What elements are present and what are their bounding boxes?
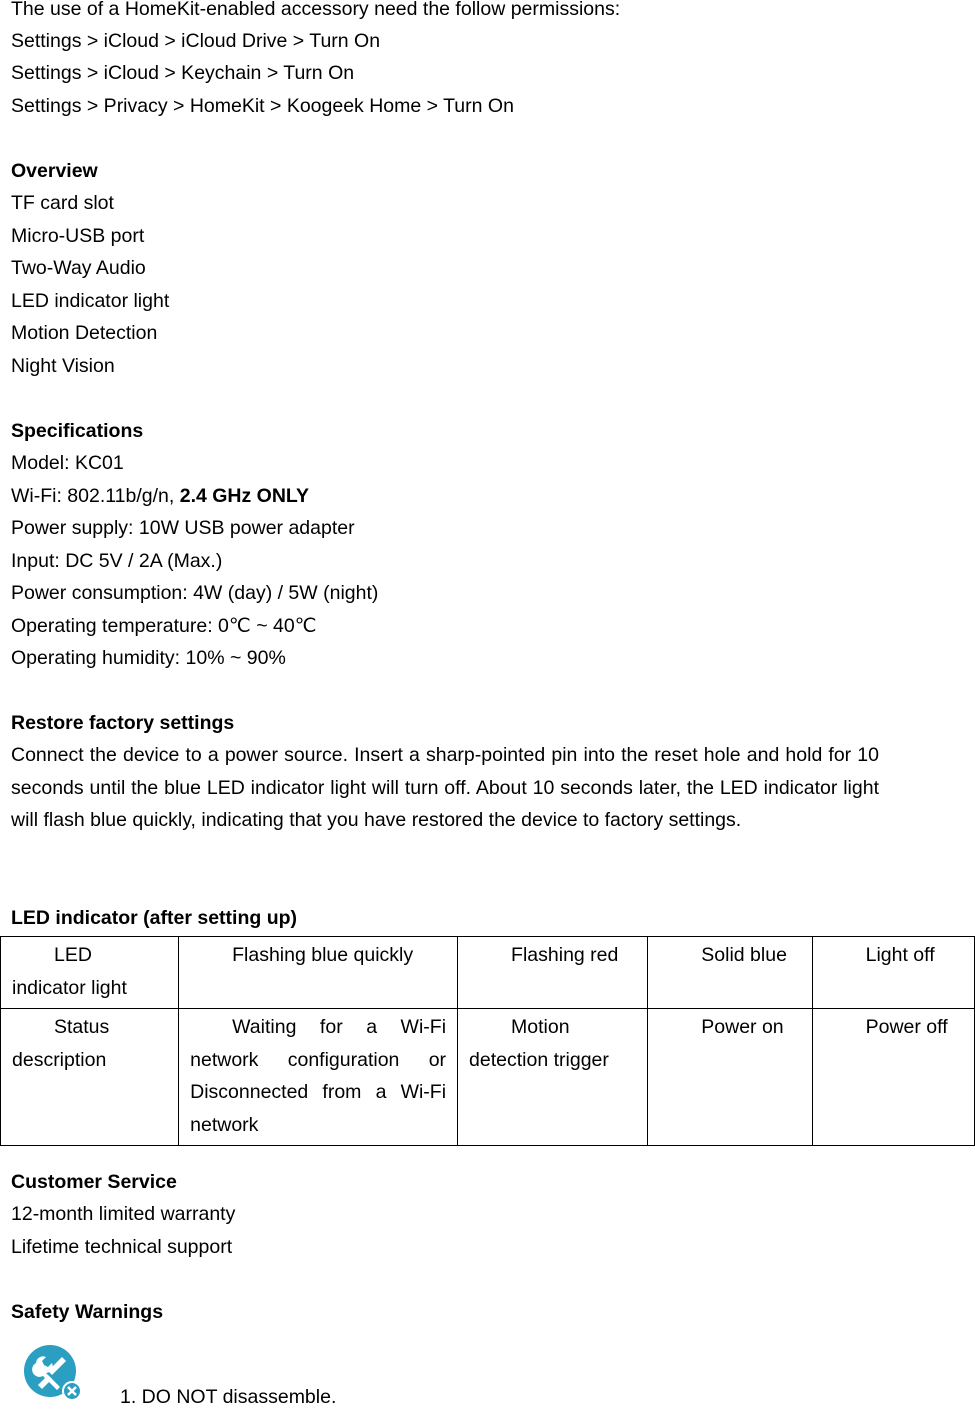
spec-input: Input: DC 5V / 2A (Max.) <box>11 550 223 572</box>
overview-item: LED indicator light <box>11 290 170 312</box>
safety-heading: Safety Warnings <box>11 1301 164 1323</box>
overview-item: Night Vision <box>11 355 115 377</box>
intro-line: The use of a HomeKit-enabled accessory need the follow permissions: <box>11 0 621 20</box>
spec-wifi-band: 2.4 GHz ONLY <box>179 485 310 507</box>
table-cell: Status description <box>1 1009 179 1146</box>
intro-line: Settings > iCloud > Keychain > Turn On <box>11 62 355 84</box>
spec-wifi-standard: Wi-Fi: 802.11b/g/n, <box>11 485 180 507</box>
restore-paragraph: Connect the device to a power source. Insert a sharp-pointed pin into the reset hole and hold for 10 seconds until the blue LED indicator light will turn off. About 10 seconds later, the LED indicator light will flash blue quickly, indicating that you have restored the device to factory settings. <box>11 744 879 831</box>
service-item: 12-month limited warranty <box>11 1203 236 1225</box>
table-cell: Power off <box>812 1009 974 1146</box>
disassemble-warning-icon <box>22 1343 84 1405</box>
spec-wifi <box>11 484 309 508</box>
table-cell: Solid blue <box>648 937 812 1009</box>
customer-service-heading: Customer Service <box>11 1171 177 1193</box>
intro-line: Settings > iCloud > iCloud Drive > Turn On <box>11 30 381 52</box>
service-item: Lifetime technical support <box>11 1236 233 1258</box>
overview-heading: Overview <box>11 160 98 182</box>
table-cell: LED indicator light <box>1 937 179 1009</box>
spec-humidity: Operating humidity: 10% ~ 90% <box>11 647 286 669</box>
table-cell: Waiting for a Wi-Fi network configuration or Disconnected from a Wi-Fi network <box>179 1009 458 1146</box>
table-cell: Flashing blue quickly <box>179 937 458 1009</box>
spec-temperature: Operating temperature: 0℃ ~ 40℃ <box>11 615 317 637</box>
safety-warning-1: 1. DO NOT disassemble. <box>120 1386 337 1408</box>
spec-power-supply: Power supply: 10W USB power adapter <box>11 517 355 539</box>
led-heading: LED indicator (after setting up) <box>11 907 298 929</box>
overview-item: Two-Way Audio <box>11 257 146 279</box>
table-cell: Light off <box>812 937 974 1009</box>
overview-item: Micro-USB port <box>11 225 145 247</box>
table-row <box>1 937 975 1009</box>
table-cell: Power on <box>648 1009 812 1146</box>
overview-item: TF card slot <box>11 192 114 214</box>
table-row <box>1 1009 975 1146</box>
specifications-heading: Specifications <box>11 420 144 442</box>
spec-power-consumption: Power consumption: 4W (day) / 5W (night) <box>11 582 379 604</box>
restore-heading: Restore factory settings <box>11 712 235 734</box>
table-cell: Motion detection trigger <box>458 1009 648 1146</box>
overview-item: Motion Detection <box>11 322 158 344</box>
intro-line: Settings > Privacy > HomeKit > Koogeek Home > Turn On <box>11 95 514 117</box>
spec-model: Model: KC01 <box>11 452 124 474</box>
table-cell: Flashing red <box>458 937 648 1009</box>
led-indicator-table <box>0 936 975 1146</box>
